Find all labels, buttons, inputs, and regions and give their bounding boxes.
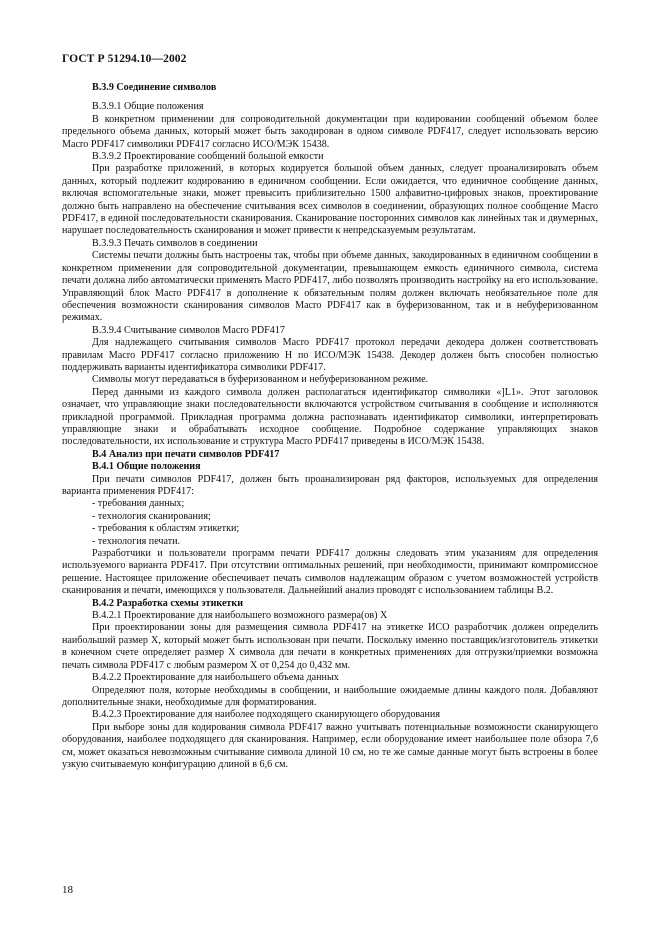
paragraph-b393: Системы печати должны быть настроены так, чтобы при объеме данных, закодированных в единичном сообщении в конкретном применении для сопроводительной документации, превышающем емкость единичного символа, система печати должна либо автоматически применять Macro PDF417, либо позволять производить настройку на его использование. Управляющий блок Macro PDF417 в дополнение к обязательным полям должен включать необязательное поле для обеспечения возможности сканирования символов Macro PDF417 как в буферизованном, так и в небуферизованном режимах.	[62, 250, 598, 324]
paragraph-b394-1: Для надлежащего считывания символов Macro PDF417 протокол передачи декодера должен соответствовать правилам Macro PDF417 согласно приложению Н по ИСО/МЭК 15438. Декодер должен быть способен полностью поддерживать варианты идентификатора символики PDF417.	[62, 337, 598, 373]
page-content	[62, 82, 598, 771]
paragraph-b392: При разработке приложений, в которых кодируется большой объем данных, следует проанализировать объем данных, который подлежит кодированию в единичном сообщении. Если ожидается, что единичное сообщение данных, включая вспомогательные знаки, может превысить приблизительно 1500 алфавитно-цифровых знаков, проектирование должно быть направлено на обеспечение считывания всех символов в соединении, образующих полное сообщение Macro PDF417, в единой последовательности сканирования. Сканирование посторонних символов как линейных так и двумерных, нарушает последовательность сканирования и может привести к непредсказуемым результатам.	[62, 163, 598, 237]
list-item: - технология сканирования;	[92, 510, 211, 522]
subsection-heading-b393: В.3.9.3 Печать символов в соединении	[92, 237, 258, 249]
page-number: 18	[62, 884, 73, 896]
list-item: - технология печати.	[92, 535, 181, 547]
paragraph-b422: Определяют поля, которые необходимы в сообщении, и наибольшие ожидаемые длины каждого поля. Добавляют дополнительные знаки, необходимые для форматирования.	[62, 684, 598, 708]
paragraph-b41: При печати символов PDF417, должен быть проанализирован ряд факторов, используемых для определения варианта применения PDF417:	[62, 473, 598, 497]
paragraph-b421: При проектировании зоны для размещения символа PDF417 на этикетке ИСО разработчик должен определить наибольший размер X, который может быть использован при печати. Поскольку именно поставщик/изготовитель этикетки в конечном счете определяет размер X символа для печати в конкретных применениях для отгрузки/приемки возможна печать символа PDF417 с любым размером X от 0,254 до 0,432 мм.	[62, 622, 598, 671]
standard-header: ГОСТ Р 51294.10—2002	[62, 53, 187, 65]
paragraph-b41-2: Разработчики и пользователи программ печати PDF417 должны следовать этим указаниям для определения используемого варианта PDF417. При отсутствии оптимальных решений, при необходимости, принимают компромиссное решение. Настоящее приложение обеспечивает печать символов надлежащим образом с учетом возможностей устройств сканирования и печати, имеющихся у пользователя. Дальнейший анализ проводят с использованием таблицы В.2.	[62, 548, 598, 597]
subsection-heading-b394: В.3.9.4 Считывание символов Macro PDF417	[92, 324, 285, 336]
list-item: - требования данных;	[92, 498, 185, 510]
section-heading-b42: В.4.2 Разработка схемы этикетки	[92, 597, 244, 609]
subsection-heading-b421: В.4.2.1 Проектирование для наибольшего возможного размера(ов) X	[92, 610, 388, 622]
subsection-heading-b423: В.4.2.3 Проектирование для наиболее подходящего сканирующего оборудования	[92, 709, 440, 721]
paragraph-b394-2: Символы могут передаваться в буферизованном и небуферизованном режиме.	[92, 374, 429, 386]
paragraph-b394-3: Перед данными из каждого символа должен располагаться идентификатор символики «]L1». Этот заголовок означает, что управляющие знаки последовательности включаются устройством считывания в сообщение и исполняются прикладной программой. Прикладная программа должна распознавать идентификатор символики, интерпретировать управляющие знаки и обрабатывать исходное сообщение. Подробное содержание управляющих знаков последовательности, их использование и структура Macro PDF417 приведены в ИСО/МЭК 15438.	[62, 386, 598, 448]
subsection-heading-b392: В.3.9.2 Проектирование сообщений большой емкости	[92, 151, 324, 163]
subsection-heading-b422: В.4.2.2 Проектирование для наибольшего объема данных	[92, 672, 339, 684]
section-heading-b41: В.4.1 Общие положения	[92, 461, 201, 473]
subsection-heading-b391: В.3.9.1 Общие положения	[92, 101, 204, 113]
section-heading-b39: В.3.9 Соединение символов	[92, 82, 217, 93]
paragraph-b391: В конкретном применении для сопроводительной документации при кодировании сообщений объемом более предельного объема данных, который может быть закодирован в одном символе PDF417, следует использовать версию Macro PDF417 символики PDF417 согласно ИСО/МЭК 15438.	[62, 113, 598, 150]
section-heading-b4: В.4 Анализ при печати символов PDF417	[92, 448, 280, 460]
list-item: - требования к областям этикетки;	[92, 523, 240, 535]
paragraph-b423: При выборе зоны для кодирования символа PDF417 важно учитывать потенциальные возможности сканирующего оборудования, наиболее подходящего для сканирования. Например, если оборудование имеет наибольшее поле обзора 7,6 см, может оказаться невозможным считывание символа длиной 10 см, но те же самые данные могут быть встроены в более узкую считываемую конфигурацию длиной в 6,6 см.	[62, 721, 598, 770]
